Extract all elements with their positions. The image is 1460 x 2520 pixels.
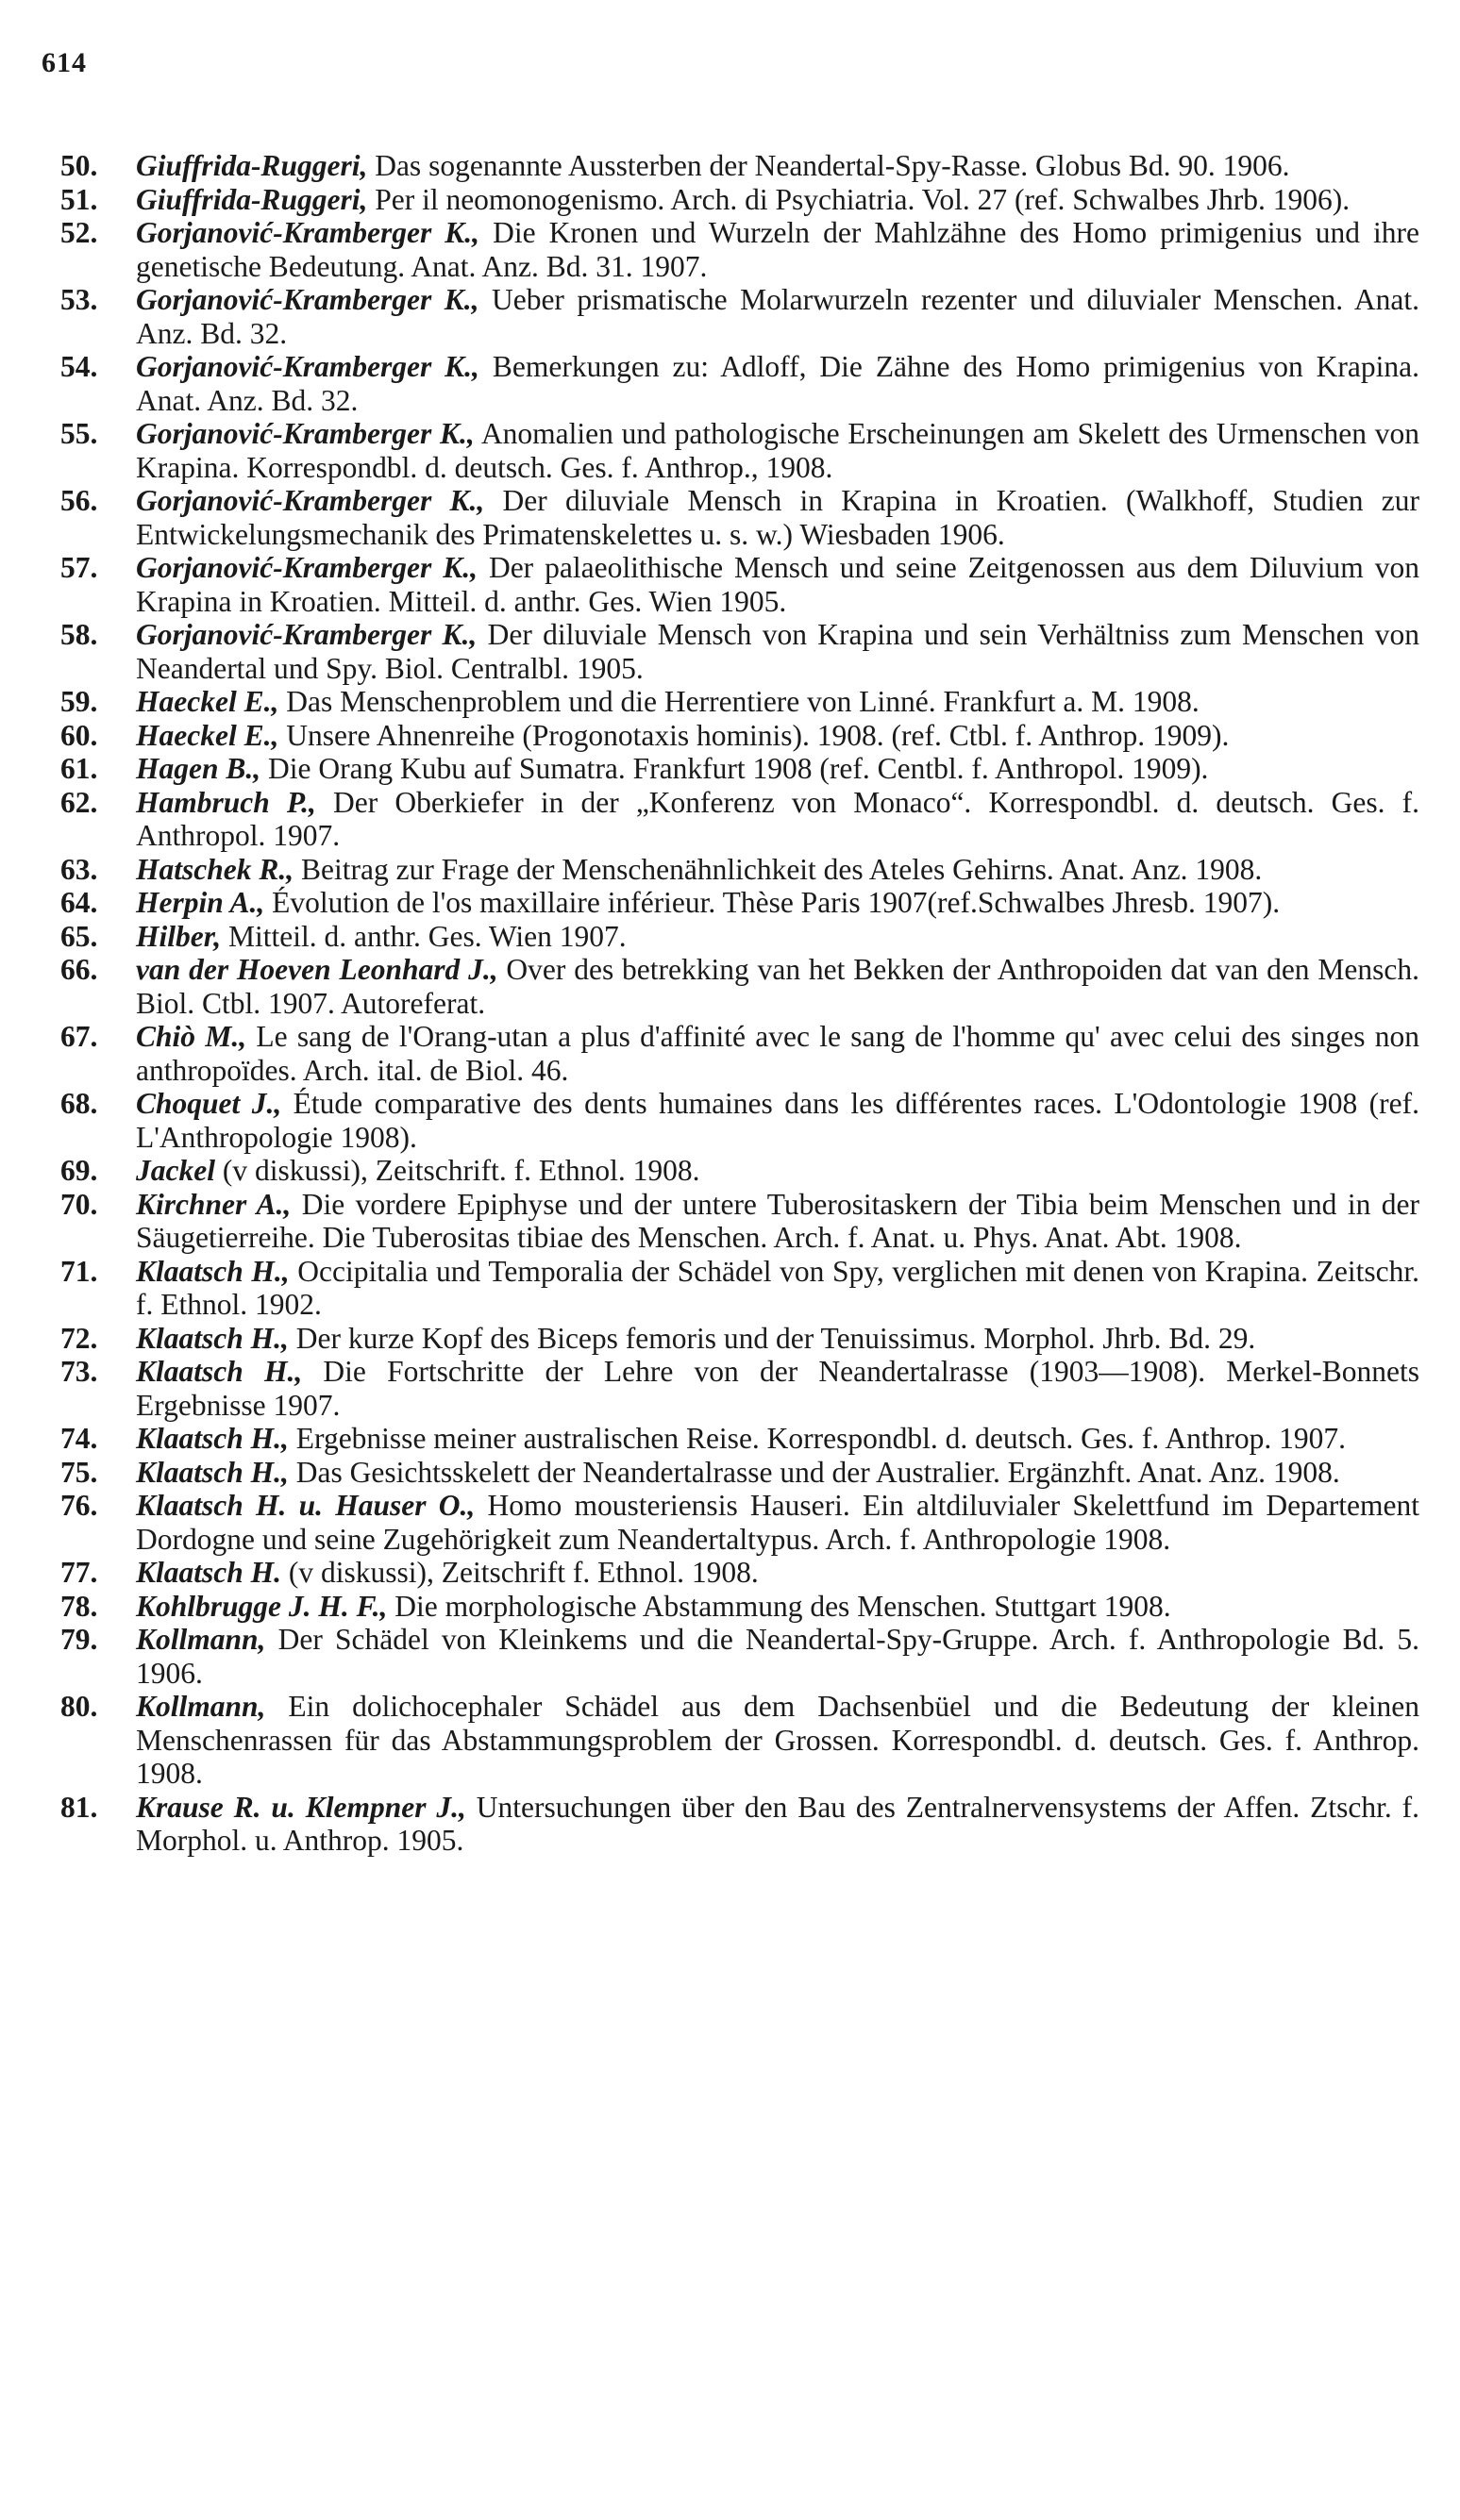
reference-text: Mitteil. d. anthr. Ges. Wien 1907. — [221, 919, 627, 953]
reference-author: Gorjanović-Kramberger K., — [136, 216, 480, 249]
reference-text: Die Kronen und Wurzeln der Mahlzähne des Homo primigenius und ihre genetische Bedeutung. Anat. Anz. Bd. 31. 1907. — [136, 216, 1419, 283]
reference-entry — [60, 1489, 1419, 1556]
reference-entry — [60, 1355, 1419, 1422]
reference-entry — [60, 1556, 1419, 1590]
reference-number: 56. — [60, 484, 98, 517]
reference-text: Évolution de l'os maxillaire inférieur. Thèse Paris 1907(ref.Schwalbes Jhresb. 1907). — [264, 886, 1281, 919]
reference-text: Das sogenannte Aussterben der Neandertal-Spy-Rasse. Globus Bd. 90. 1906. — [367, 149, 1290, 182]
reference-author: Jackel — [136, 1154, 215, 1187]
reference-entry — [60, 1791, 1419, 1858]
reference-entry — [60, 484, 1419, 551]
reference-text: Per il neomonogenismo. Arch. di Psychiatria. Vol. 27 (ref. Schwalbes Jhrb. 1906). — [367, 182, 1351, 216]
reference-text: Die Fortschritte der Lehre von der Neandertalrasse (1903—1908). Merkel-Bonnets Ergebnisse 1907. — [136, 1355, 1419, 1422]
reference-text: (v diskussi), Zeitschrift. f. Ethnol. 1908. — [214, 1154, 700, 1187]
reference-author: Giuffrida-Ruggeri, — [136, 182, 368, 216]
reference-text: Das Gesichtsskelett der Neandertalrasse und der Australier. Ergänzhft. Anat. Anz. 1908. — [288, 1455, 1340, 1489]
reference-number: 52. — [60, 216, 98, 249]
reference-entry — [60, 1154, 1419, 1188]
reference-entry — [60, 1020, 1419, 1087]
reference-entry — [60, 1188, 1419, 1255]
reference-author: Krause R. u. Klempner J., — [136, 1790, 466, 1824]
reference-text: Die Orang Kubu auf Sumatra. Frankfurt 1908 (ref. Centbl. f. Anthropol. 1909). — [260, 752, 1209, 785]
reference-author: Klaatsch H., — [136, 1422, 289, 1455]
reference-author: Hilber, — [136, 919, 222, 953]
reference-entry — [60, 618, 1419, 685]
reference-number: 71. — [60, 1254, 98, 1288]
reference-number: 63. — [60, 852, 98, 886]
page-number: 614 — [42, 47, 87, 78]
reference-number: 81. — [60, 1790, 98, 1824]
reference-entry — [60, 719, 1419, 753]
reference-entry — [60, 685, 1419, 719]
reference-text: Unsere Ahnenreihe (Progonotaxis hominis). 1908. (ref. Ctbl. f. Anthrop. 1909). — [278, 718, 1230, 752]
reference-text: Der palaeolithische Mensch und seine Zeitgenossen aus dem Diluvium von Krapina in Kroatien. Mitteil. d. anthr. Ges. Wien 1905. — [136, 551, 1419, 618]
reference-entry — [60, 283, 1419, 350]
reference-entry — [60, 149, 1419, 183]
reference-text: Ueber prismatische Molarwurzeln rezenter und diluvialer Menschen. Anat. Anz. Bd. 32. — [136, 283, 1419, 350]
reference-text: Le sang de l'Orang-utan a plus d'affinité avec le sang de l'homme qu' avec celui des singes non anthropoïdes. Arch. ital. de Biol. 46. — [136, 1020, 1419, 1087]
reference-entry — [60, 752, 1419, 786]
reference-number: 78. — [60, 1589, 98, 1623]
reference-entry — [60, 1456, 1419, 1490]
reference-text: Homo mousteriensis Hauseri. Ein altdiluvialer Skelettfund im Departement Dordogne und seine Zugehörigkeit zum Neandertaltypus. Arch. f. Anthropologie 1908. — [136, 1489, 1420, 1556]
reference-number: 57. — [60, 551, 98, 584]
reference-entry — [60, 1422, 1419, 1456]
reference-number: 75. — [60, 1455, 98, 1489]
reference-entry — [60, 417, 1419, 484]
reference-text: Beitrag zur Frage der Menschenähnlichkeit des Ateles Gehirns. Anat. Anz. 1908. — [294, 852, 1263, 886]
reference-text: (v diskussi), Zeitschrift f. Ethnol. 1908. — [281, 1556, 759, 1589]
reference-author: van der Hoeven Leonhard J., — [136, 953, 498, 986]
reference-author: Klaatsch H. u. Hauser O., — [136, 1489, 476, 1522]
reference-text: Der diluviale Mensch in Krapina in Kroatien. (Walkhoff, Studien zur Entwickelungsmechanik des Primatenskelettes u. s. w.) Wiesbaden 1906. — [136, 484, 1419, 551]
reference-author: Kollmann, — [136, 1623, 266, 1656]
reference-author: Giuffrida-Ruggeri, — [136, 149, 368, 182]
reference-text: Das Menschenproblem und die Herrentiere von Linné. Frankfurt a. M. 1908. — [278, 685, 1200, 718]
reference-number: 73. — [60, 1355, 98, 1388]
reference-entry — [60, 216, 1419, 283]
reference-number: 64. — [60, 886, 98, 919]
reference-text: Der diluviale Mensch von Krapina und sein Verhältniss zum Menschen von Neandertal und Spy. Biol. Centralbl. 1905. — [136, 618, 1419, 685]
reference-author: Haeckel E., — [136, 718, 279, 752]
reference-entry — [60, 920, 1419, 954]
reference-number: 76. — [60, 1489, 98, 1522]
reference-number: 61. — [60, 752, 98, 785]
reference-author: Hagen B., — [136, 752, 261, 785]
reference-entry — [60, 1322, 1419, 1356]
reference-number: 77. — [60, 1556, 98, 1589]
reference-number: 67. — [60, 1020, 98, 1053]
reference-author: Choquet J., — [136, 1087, 282, 1120]
reference-entry — [60, 886, 1419, 920]
reference-text: Ergebnisse meiner australischen Reise. Korrespondbl. d. deutsch. Ges. f. Anthrop. 1907. — [288, 1422, 1346, 1455]
reference-number: 72. — [60, 1321, 98, 1355]
reference-entry — [60, 183, 1419, 217]
reference-entry — [60, 551, 1419, 618]
reference-entry — [60, 1590, 1419, 1624]
reference-text: Die morphologische Abstammung des Menschen. Stuttgart 1908. — [387, 1589, 1171, 1623]
reference-entry — [60, 1087, 1419, 1154]
reference-number: 59. — [60, 685, 98, 718]
reference-entry — [60, 1690, 1419, 1791]
reference-number: 60. — [60, 718, 98, 752]
reference-author: Klaatsch H., — [136, 1355, 303, 1388]
reference-author: Kohlbrugge J. H. F., — [136, 1589, 388, 1623]
reference-author: Gorjanović-Kramberger K., — [136, 618, 478, 651]
reference-number: 51. — [60, 182, 98, 216]
reference-number: 65. — [60, 919, 98, 953]
reference-author: Gorjanović-Kramberger K., — [136, 417, 475, 450]
reference-author: Hatschek R., — [136, 852, 294, 886]
reference-number: 58. — [60, 618, 98, 651]
reference-number: 50. — [60, 149, 98, 182]
reference-author: Gorjanović-Kramberger K., — [136, 484, 485, 517]
reference-text: Bemerkungen zu: Adloff, Die Zähne des Homo primigenius von Krapina. Anat. Anz. Bd. 32. — [136, 350, 1419, 417]
reference-author: Kollmann, — [136, 1690, 266, 1723]
reference-text: Der kurze Kopf des Biceps femoris und der Tenuissimus. Morphol. Jhrb. Bd. 29. — [288, 1321, 1256, 1355]
reference-number: 74. — [60, 1422, 98, 1455]
reference-author: Klaatsch H., — [136, 1254, 290, 1288]
reference-text: Over des betrekking van het Bekken der Anthropoiden dat van den Mensch. Biol. Ctbl. 1907. Autoreferat. — [136, 953, 1419, 1020]
reference-text: Occipitalia und Temporalia der Schädel von Spy, verglichen mit denen von Krapina. Zeitschr. f. Ethnol. 1902. — [136, 1254, 1419, 1321]
reference-text: Anomalien und pathologische Erscheinungen am Skelett des Urmenschen von Krapina. Korrespondbl. d. deutsch. Ges. f. Anthrop., 1908. — [136, 417, 1419, 484]
reference-text: Untersuchungen über den Bau des Zentralnervensystems der Affen. Ztschr. f. Morphol. u. Anthrop. 1905. — [136, 1790, 1419, 1857]
reference-number: 66. — [60, 953, 98, 986]
reference-text: Ein dolichocephaler Schädel aus dem Dachsenbüel und die Bedeutung der kleinen Menschenrassen für das Abstammungsproblem der Grossen. Korrespondbl. d. deutsch. Ges. f. Anthrop. 1908. — [136, 1690, 1419, 1790]
reference-entry — [60, 1623, 1419, 1690]
reference-text: Der Oberkiefer in der „Konferenz von Monaco“. Korrespondbl. d. deutsch. Ges. f. Anthropol. 1907. — [136, 785, 1419, 852]
reference-author: Haeckel E., — [136, 685, 279, 718]
reference-number: 79. — [60, 1623, 98, 1656]
reference-entry — [60, 853, 1419, 887]
reference-entry — [60, 350, 1419, 417]
reference-author: Hambruch P., — [136, 785, 316, 819]
reference-author: Klaatsch H., — [136, 1321, 289, 1355]
reference-author: Kirchner A., — [136, 1187, 292, 1221]
reference-author: Herpin A., — [136, 886, 265, 919]
reference-text: Die vordere Epiphyse und der untere Tuberositaskern der Tibia beim Menschen und in der Säugetierreihe. Die Tuberositas tibiae des Menschen. Arch. f. Anat. u. Phys. Anat. Abt. 1908. — [136, 1187, 1419, 1254]
reference-number: 70. — [60, 1187, 98, 1221]
reference-number: 55. — [60, 417, 98, 450]
reference-author: Klaatsch H. — [136, 1556, 282, 1589]
reference-number: 53. — [60, 283, 98, 316]
reference-entry — [60, 786, 1419, 853]
reference-author: Gorjanović-Kramberger K., — [136, 350, 479, 383]
reference-author: Chiò M., — [136, 1020, 247, 1053]
reference-author: Klaatsch H., — [136, 1455, 289, 1489]
reference-list — [60, 149, 1419, 1858]
reference-author: Gorjanović-Kramberger K., — [136, 551, 478, 584]
reference-text: Étude comparative des dents humaines dans les différentes races. L'Odontologie 1908 (ref. L'Anthropologie 1908). — [136, 1087, 1420, 1154]
reference-number: 69. — [60, 1154, 98, 1187]
reference-number: 54. — [60, 350, 98, 383]
reference-author: Gorjanović-Kramberger K., — [136, 283, 479, 316]
reference-text: Der Schädel von Kleinkems und die Neandertal-Spy-Gruppe. Arch. f. Anthropologie Bd. 5. 1906. — [136, 1623, 1419, 1690]
reference-entry — [60, 953, 1419, 1020]
reference-number: 80. — [60, 1690, 98, 1723]
reference-number: 62. — [60, 785, 98, 819]
reference-number: 68. — [60, 1087, 98, 1120]
reference-entry — [60, 1255, 1419, 1322]
